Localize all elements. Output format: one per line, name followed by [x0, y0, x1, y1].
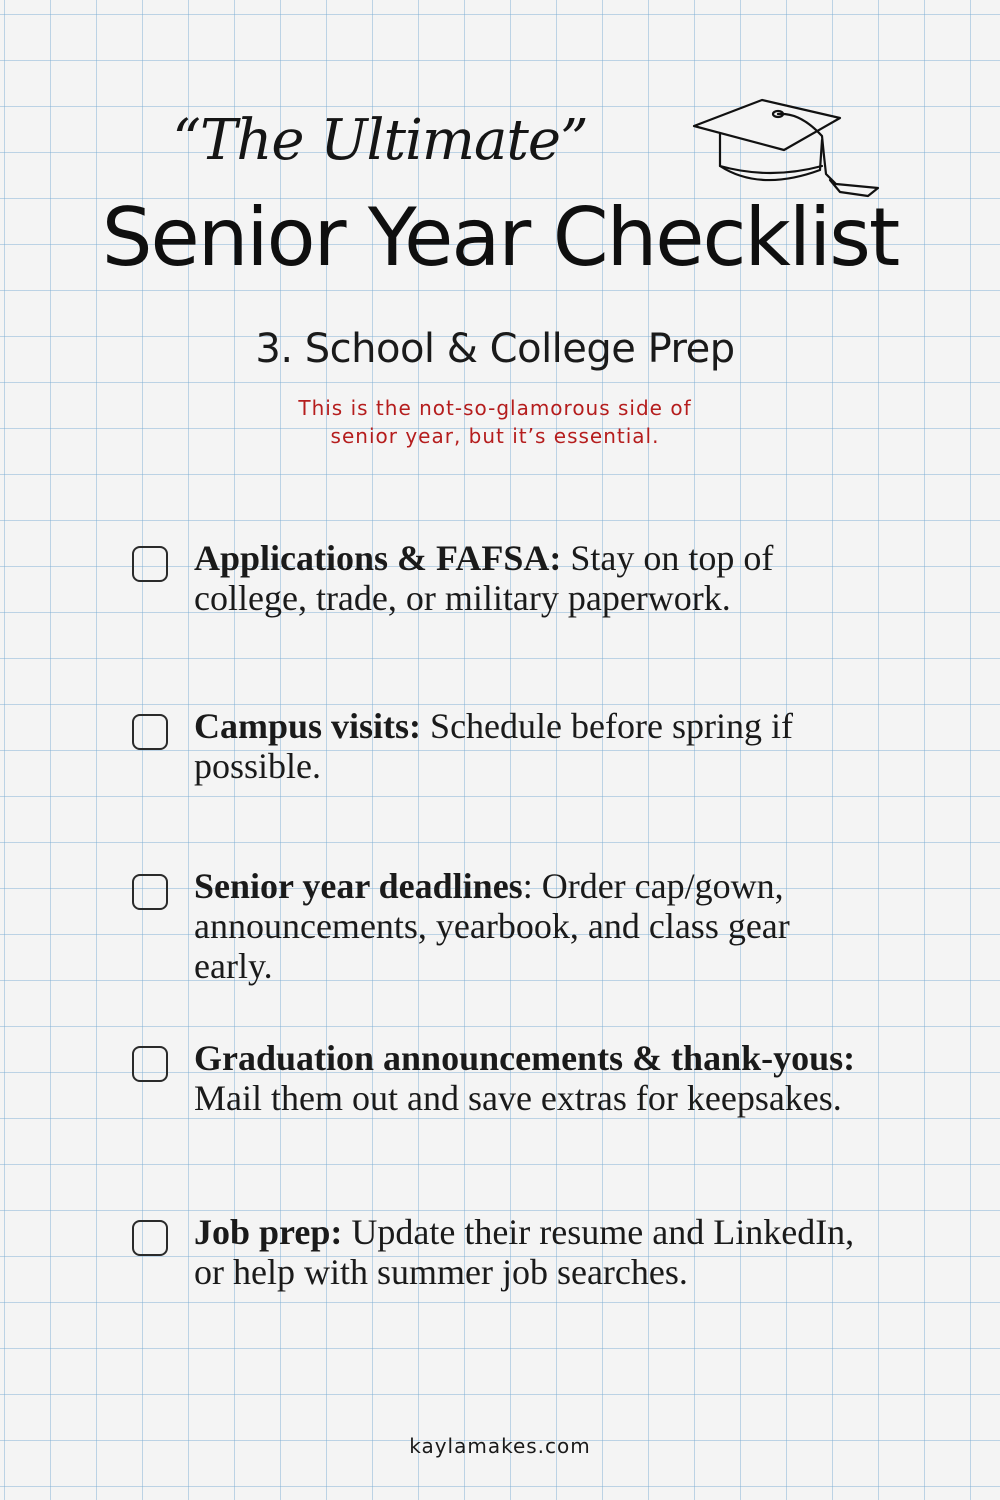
item-description: Update their resume and LinkedIn, or help with summer job searches.: [194, 1212, 855, 1292]
item-heading: Applications & FAFSA:: [194, 538, 562, 578]
item-heading: Job prep:: [194, 1212, 343, 1252]
item-description: Schedule before spring if possible.: [194, 706, 793, 786]
header-subtitle: “The Ultimate”: [172, 108, 588, 173]
section-note: [235, 394, 755, 450]
checkbox[interactable]: [132, 546, 168, 582]
section-note-line: senior year, but it’s essential.: [330, 424, 660, 448]
checklist-item-text: [194, 706, 874, 786]
item-description: : Order cap/gown, announcements, yearbook, and class gear early.: [194, 866, 790, 986]
checklist-item-text: [194, 1212, 874, 1292]
checkbox[interactable]: [132, 1220, 168, 1256]
item-heading: Graduation announcements & thank-yous:: [194, 1038, 856, 1078]
header: [0, 0, 1000, 300]
checkbox[interactable]: [132, 1046, 168, 1082]
footer-site-link[interactable]: kaylamakes.com: [409, 1434, 591, 1458]
checkbox[interactable]: [132, 714, 168, 750]
checkbox[interactable]: [132, 874, 168, 910]
item-heading: Senior year deadlines: [194, 866, 523, 906]
item-description: Mail them out and save extras for keepsakes.: [194, 1078, 842, 1118]
section-title: 3. School & College Prep: [255, 326, 735, 372]
item-heading: Campus visits:: [194, 706, 422, 746]
section-note-line: This is the not-so-glamorous side of: [298, 396, 692, 420]
checklist-item-text: [194, 1038, 874, 1118]
page-title: Senior Year Checklist: [101, 191, 899, 284]
item-description: Stay on top of college, trade, or military paperwork.: [194, 538, 774, 618]
graduation-cap-icon: [690, 96, 890, 216]
checklist-item-text: [194, 866, 874, 986]
checklist-item-text: [194, 538, 874, 618]
